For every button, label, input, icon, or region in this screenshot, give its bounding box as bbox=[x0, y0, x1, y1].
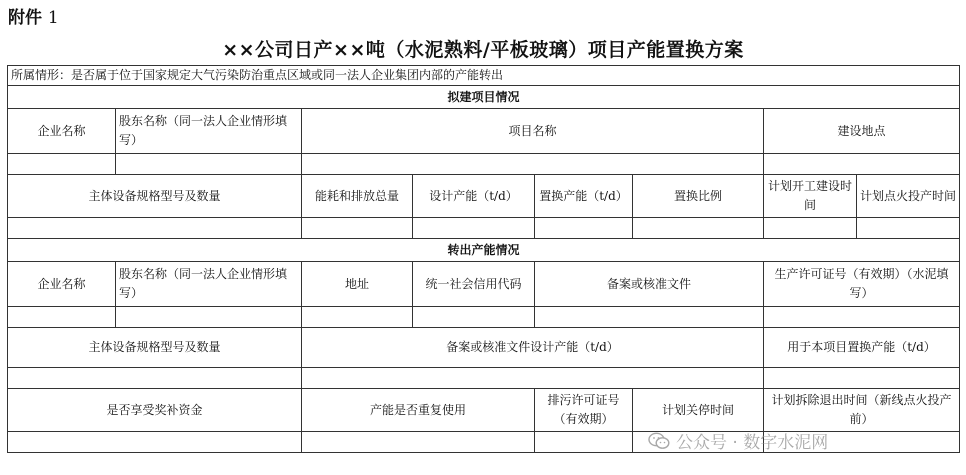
cell-empty[interactable] bbox=[8, 154, 116, 175]
header-used-capacity: 用于本项目置换产能（t/d） bbox=[764, 328, 960, 368]
cell-empty[interactable] bbox=[535, 432, 633, 453]
header-energy: 能耗和排放总量 bbox=[302, 175, 413, 218]
cell-empty[interactable] bbox=[302, 307, 413, 328]
cell-empty[interactable] bbox=[8, 307, 116, 328]
header-discharge-permit: 排污许可证号（有效期） bbox=[535, 389, 633, 432]
cell-empty[interactable] bbox=[116, 307, 302, 328]
cell-empty[interactable] bbox=[764, 154, 960, 175]
capacity-replacement-table bbox=[7, 65, 960, 453]
document-title: ××公司日产××吨（水泥熟料/平板玻璃）项目产能置换方案 bbox=[222, 39, 744, 61]
header-address: 地址 bbox=[302, 262, 413, 307]
cell-empty[interactable] bbox=[116, 154, 302, 175]
cell-empty[interactable] bbox=[8, 368, 302, 389]
cell-empty[interactable] bbox=[302, 432, 535, 453]
header-filing-capacity: 备案或核准文件设计产能（t/d） bbox=[302, 328, 764, 368]
cell-empty[interactable] bbox=[764, 307, 960, 328]
section-title-transfer-capacity: 转出产能情况 bbox=[8, 239, 960, 262]
cell-empty[interactable] bbox=[535, 218, 633, 239]
attachment-text: 附件 bbox=[8, 8, 42, 28]
header-filing-docs: 备案或核准文件 bbox=[535, 262, 764, 307]
cell-empty[interactable] bbox=[764, 432, 960, 453]
header-replace-ratio: 置换比例 bbox=[633, 175, 764, 218]
header-replace-capacity: 置换产能（t/d） bbox=[535, 175, 633, 218]
cell-empty[interactable] bbox=[8, 218, 302, 239]
cell-empty[interactable] bbox=[764, 368, 960, 389]
header-license: 生产许可证号（有效期）（水泥填写） bbox=[764, 262, 960, 307]
header-company-name: 企业名称 bbox=[8, 262, 116, 307]
cell-empty[interactable] bbox=[764, 218, 857, 239]
cell-empty[interactable] bbox=[535, 307, 764, 328]
header-reuse: 产能是否重复使用 bbox=[302, 389, 535, 432]
header-design-capacity: 设计产能（t/d） bbox=[413, 175, 535, 218]
cell-empty[interactable] bbox=[633, 432, 764, 453]
situation-row: 所属情形：是否属于位于国家规定大气污染防治重点区域或同一法人企业集团内部的产能转出 bbox=[8, 66, 960, 86]
header-shareholder-name: 股东名称（同一法人企业情形填写） bbox=[116, 262, 302, 307]
header-location: 建设地点 bbox=[764, 109, 960, 154]
header-equipment: 主体设备规格型号及数量 bbox=[8, 175, 302, 218]
cell-empty[interactable] bbox=[302, 154, 764, 175]
cell-empty[interactable] bbox=[857, 218, 960, 239]
attachment-label bbox=[8, 3, 59, 28]
cell-empty[interactable] bbox=[302, 368, 764, 389]
header-credit-code: 统一社会信用代码 bbox=[413, 262, 535, 307]
header-planned-shutdown: 计划关停时间 bbox=[633, 389, 764, 432]
header-project-name: 项目名称 bbox=[302, 109, 764, 154]
cell-empty[interactable] bbox=[413, 307, 535, 328]
cell-empty[interactable] bbox=[302, 218, 413, 239]
header-planned-ignition: 计划点火投产时间 bbox=[857, 175, 960, 218]
header-shareholder-name: 股东名称（同一法人企业情形填写） bbox=[116, 109, 302, 154]
attachment-number: 1 bbox=[47, 8, 59, 28]
header-subsidy: 是否享受奖补资金 bbox=[8, 389, 302, 432]
header-planned-demolish: 计划拆除退出时间（新线点火投产前） bbox=[764, 389, 960, 432]
section-title-new-project: 拟建项目情况 bbox=[8, 86, 960, 109]
cell-empty[interactable] bbox=[8, 432, 302, 453]
watermark-text: 公众号 · 数字水泥网 bbox=[676, 433, 829, 453]
cell-empty[interactable] bbox=[413, 218, 535, 239]
header-company-name: 企业名称 bbox=[8, 109, 116, 154]
header-planned-start: 计划开工建设时间 bbox=[764, 175, 857, 218]
cell-empty[interactable] bbox=[633, 218, 764, 239]
header-equipment: 主体设备规格型号及数量 bbox=[8, 328, 302, 368]
